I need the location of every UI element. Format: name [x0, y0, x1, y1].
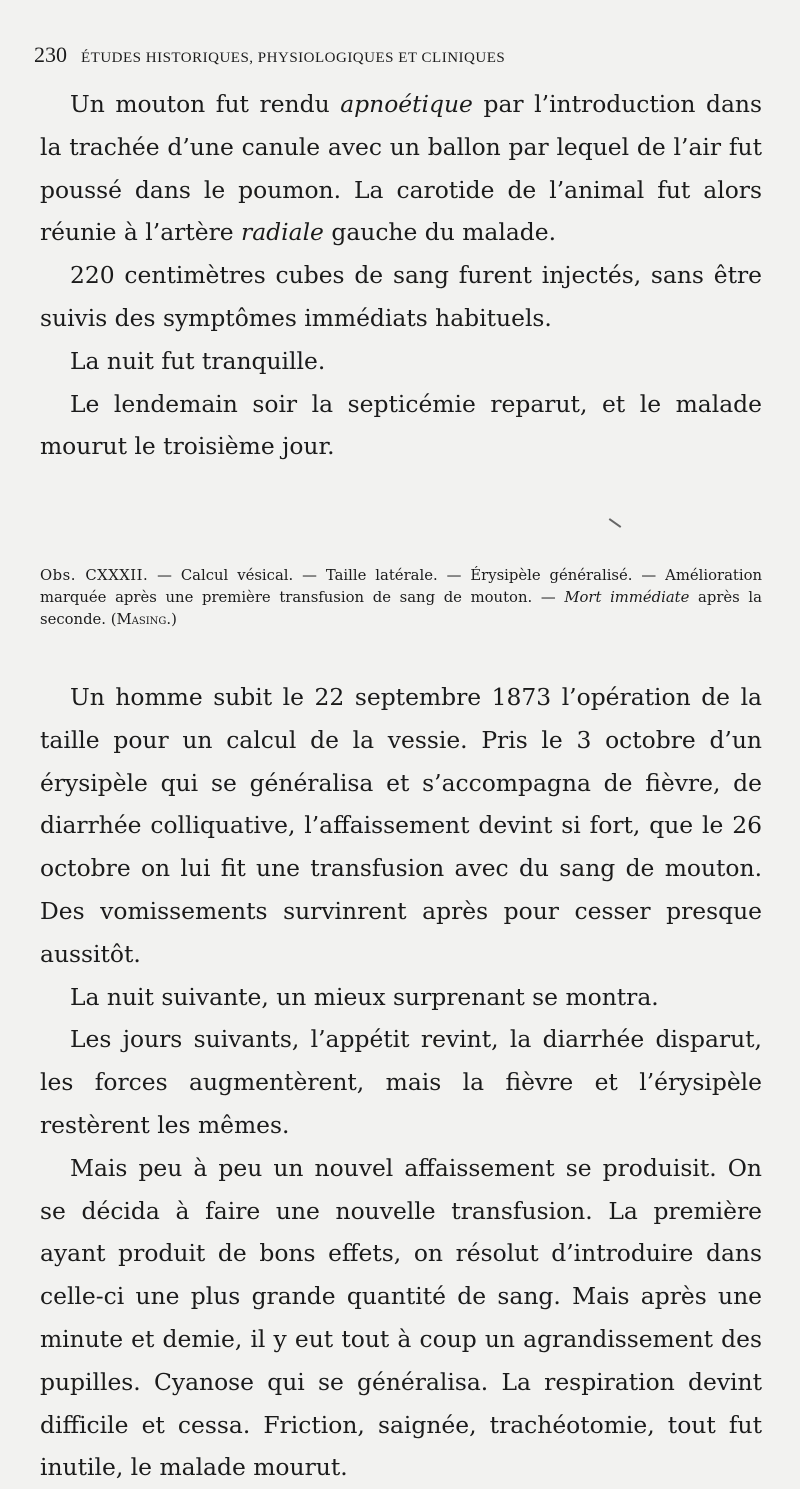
italic-term: radiale	[241, 218, 324, 247]
paragraph	[40, 83, 762, 254]
text-run: par l’introduction dans la trachée d’une canule avec un ballon par lequel de l’air fut poussé dans le poumon. La carotide de l’animal fut alors réunie à l’artère	[40, 90, 763, 247]
italic-term: apnoétique	[340, 90, 473, 118]
paragraph: Un homme subit le 22 septembre 1873 l’opération de la taille pour un calcul de la vessie. Pris le 3 octobre d’un érysipèle qui se généralisa et s’accompagna de fièvre, de diarrhée colliquative, l’affaissement devint si fort, que le 26 octobre on lui fit une transfusion avec du sang de mouton. Des vomissements survinrent après pour cesser presque aussitôt.	[40, 683, 762, 968]
text-run: .)	[166, 611, 177, 628]
observation-heading	[40, 565, 762, 631]
stray-mark	[609, 518, 622, 528]
paragraph: La nuit fut tranquille.	[70, 346, 326, 375]
text-run: gauche du malade.	[323, 218, 557, 247]
text-block-top	[40, 83, 762, 468]
paragraph: La nuit suivante, un mieux surprenant se montra.	[70, 982, 659, 1011]
paragraph: 220 centimètres cubes de sang furent injectés, sans être suivis des symptômes immédiats habituels.	[40, 261, 762, 332]
page-header	[34, 42, 764, 72]
text-block-bottom	[40, 676, 762, 1489]
italic-term: Mort immédiate	[564, 589, 690, 606]
page-number: 230	[34, 42, 67, 67]
text-run: après la seconde. (	[40, 589, 762, 628]
observation-label: Obs. CXXXII.	[40, 567, 149, 584]
text-run: Un mouton fut rendu	[70, 90, 341, 118]
paragraph: Mais peu à peu un nouvel affaissement se produisit. On se décida à faire une nouvelle transfusion. La première ayant produit de bons effets, on résolut d’introduire dans celle-ci une plus grande quantité de sang. Mais après une minute et demie, il y eut tout à coup un agrandissement des pupilles. Cyanose qui se généralisa. La respiration devint difficile et cessa. Friction, saignée, trachéotomie, tout fut inutile, le malade mourut.	[40, 1153, 762, 1482]
paragraph: Les jours suivants, l’appétit revint, la diarrhée disparut, les forces augmentèrent, mais la fièvre et l’érysipèle restèrent les mêmes.	[40, 1025, 762, 1139]
text-run: — Calcul vésical. — Taille latérale. — Érysipèle généralisé. — Amélioration marquée après une première transfusion de sang de mouton. —	[40, 567, 763, 606]
running-title: ÉTUDES HISTORIQUES, PHYSIOLOGIQUES ET CLINIQUES	[81, 50, 506, 66]
author-name: Masing	[116, 611, 167, 628]
paragraph: Le lendemain soir la septicémie reparut, et le malade mourut le troisième jour.	[40, 389, 762, 461]
